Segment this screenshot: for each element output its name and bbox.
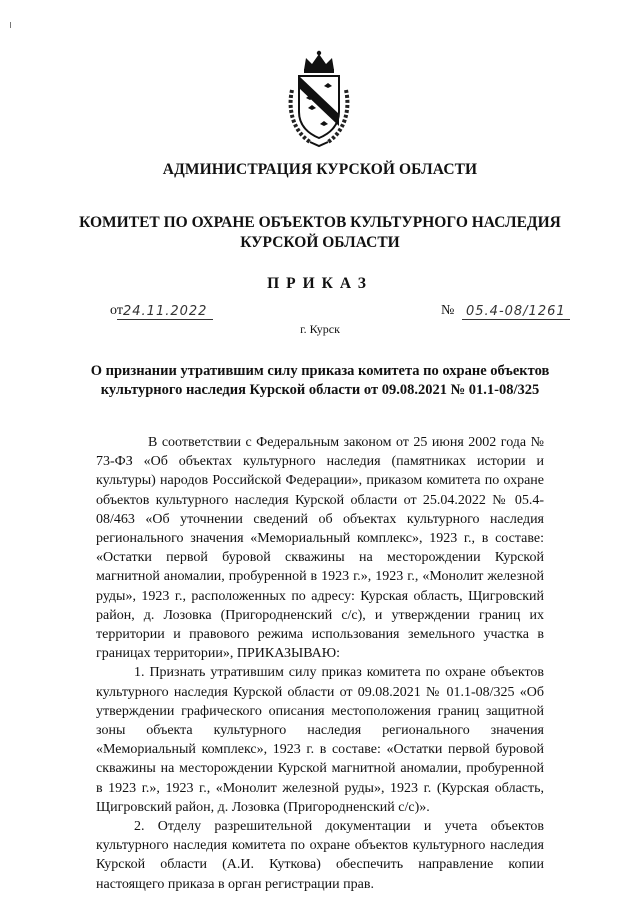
title-line: культурного наследия Курской области от 09.08.2021 № 01.1-08/325	[100, 382, 540, 398]
order-title	[0, 362, 640, 400]
item-paragraph: 1. Признать утратившим силу приказ комитета по охране объектов культурного наследия Курской области от 09.08.2021 № 01.1-08/325 «Об утверждении графического описания местоположения границ защитной зоны объекта культурного наследия регионального значения «Мемориальный комплекс», 1923 г. в составе: «Остатки первой буровой скважины на месторождении Курской магнитной аномалии, пробуренной в 1923 г.», 1923 г., «Монолит железной руды», 1923 г. (Курская область, Щигровский район, д. Лозовка (Пригородненский с/с)».	[96, 665, 544, 815]
date-label: от	[110, 303, 123, 318]
kursk-coat-of-arms-icon	[280, 48, 358, 148]
margin-mark	[10, 22, 11, 28]
document-type: ПРИКАЗ	[267, 275, 373, 292]
preamble-paragraph: В соответствии с Федеральным законом от 25 июня 2002 года № 73-ФЗ «Об объектах культурного наследия (памятниках истории и культуры) народов Российской Федерации», приказом комитета по охране объектов культурного наследия Курской области от 25.04.2022 № 05.4-08/463 «Об уточнении сведений об объектах культурного наследия регионального значения «Мемориальный комплекс», 1923 г., в составе: «Остатки первой буровой скважины на месторождении Курской магнитной аномалии, пробуренной в 1923 г.», 1923 г., «Монолит железной руды», 1923 г., расположенных по адресу: Курская область, Щигровский район, д. Лозовка (Пригородненский с/с), и утверждении границ их территории и правового режима использования земельного участка в границах территории», ПРИКАЗЫВАЮ:	[96, 435, 544, 662]
committee-heading	[0, 213, 640, 253]
number-label: №	[441, 303, 455, 318]
item-paragraph: 2. Отделу разрешительной документации и учета объектов культурного наследия комитета по охране объектов культурного наследия Курской области (А.И. Куткова) обеспечить направление копии настоящего приказа в орган регистрации прав.	[96, 819, 544, 892]
date-value: 24.11.2022	[117, 304, 213, 320]
title-line: О признании утратившим силу приказа комитета по охране объектов	[90, 363, 550, 379]
administration-heading: АДМИНИСТРАЦИЯ КУРСКОЙ ОБЛАСТИ	[162, 161, 478, 178]
committee-line: КУРСКОЙ ОБЛАСТИ	[240, 234, 400, 251]
order-body	[96, 433, 544, 894]
city: г. Курск	[300, 322, 340, 336]
committee-line: КОМИТЕТ ПО ОХРАНЕ ОБЪЕКТОВ КУЛЬТУРНОГО НАСЛЕДИЯ	[79, 214, 561, 231]
number-value: 05.4-08/1261	[462, 304, 570, 320]
